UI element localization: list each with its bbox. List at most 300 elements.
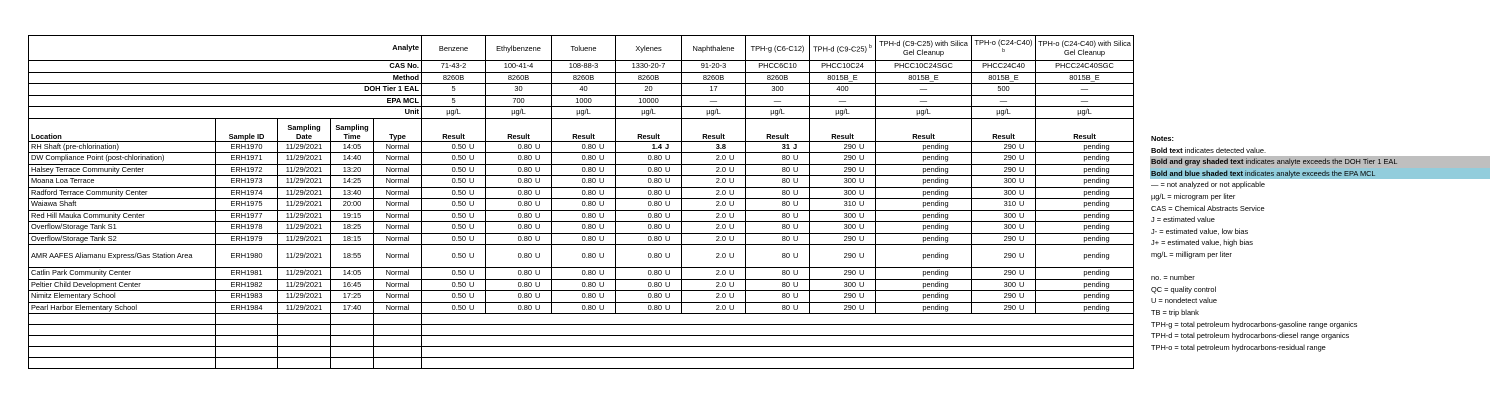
result-wrap (424, 142, 483, 152)
result-value: pending (1083, 233, 1110, 243)
result-qualifier: U (859, 291, 865, 301)
result-qualifier: U (469, 233, 475, 243)
sample-id-cell: ERH1977 (216, 210, 278, 222)
result-value: 0.80 (581, 291, 596, 301)
result-wrap (554, 280, 613, 290)
result-wrap (812, 268, 873, 278)
result-wrap (424, 280, 483, 290)
result-wrap (554, 291, 613, 301)
location-cell: Radford Terrace Community Center (29, 187, 216, 199)
result-wrap (812, 280, 873, 290)
date-cell: 11/29/2021 (278, 222, 331, 234)
location-cell: Moana Loa Terrace (29, 176, 216, 188)
result-qualifier: U (729, 251, 735, 260)
table-row (29, 210, 1134, 222)
result-value: 290 (843, 268, 856, 278)
result-header: Result (616, 118, 682, 141)
header-row-method (29, 72, 1134, 84)
result-cell (486, 302, 552, 314)
result-wrap (812, 251, 873, 261)
analyte-mcl: — (746, 95, 810, 107)
result-cell (616, 141, 682, 153)
type-cell: Normal (374, 199, 422, 211)
result-wrap (424, 291, 483, 301)
result-cell (746, 233, 810, 245)
blank-cell (374, 347, 422, 358)
result-wrap (554, 268, 613, 278)
result-value: pending (922, 291, 949, 301)
result-value: pending (1083, 176, 1110, 186)
note-line: U = nondetect value (1151, 296, 1217, 306)
result-wrap (488, 199, 549, 209)
analyte-mcl: — (1036, 95, 1134, 107)
notes-title: Notes: (1151, 134, 1174, 143)
result-qualifier: U (729, 291, 735, 301)
result-qualifier: U (469, 279, 475, 289)
time-cell: 18:15 (331, 233, 374, 245)
blank-cell (278, 325, 331, 336)
note-line: no. = number (1151, 273, 1195, 283)
result-value: 290 (1003, 291, 1016, 301)
blank-cell (278, 314, 331, 325)
result-value: 0.80 (647, 199, 662, 209)
result-qualifier: U (1019, 176, 1025, 186)
results-table (28, 35, 1134, 369)
header-row-name (29, 36, 1134, 61)
result-cell (972, 302, 1036, 314)
result-header: Result (972, 118, 1036, 141)
result-wrap (488, 303, 549, 313)
analyte-method: 8260B (682, 72, 746, 84)
result-wrap (812, 222, 873, 232)
blank-cell (374, 336, 422, 347)
sample-id-cell: ERH1980 (216, 245, 278, 268)
result-wrap (974, 142, 1033, 152)
table-row (29, 164, 1134, 176)
result-cell (682, 233, 746, 245)
result-cell (1036, 302, 1134, 314)
sample-id-cell: ERH1978 (216, 222, 278, 234)
result-cell (746, 279, 810, 291)
result-qualifier: U (859, 222, 865, 232)
note-line: TPH-d = total petroleum hydrocarbons-diesel range organics (1151, 331, 1350, 341)
result-qualifier: U (1019, 187, 1025, 197)
analyte-mcl: — (876, 95, 972, 107)
result-qualifier: U (729, 187, 735, 197)
result-wrap (488, 291, 549, 301)
result-value: pending (1083, 164, 1110, 174)
result-value: 3.8 (715, 141, 726, 151)
analyte-cas: 91-20-3 (682, 61, 746, 73)
blank-cell (331, 314, 374, 325)
result-qualifier: U (535, 176, 541, 186)
location-cell: Peltier Child Development Center (29, 279, 216, 291)
result-cell (552, 199, 616, 211)
result-wrap (974, 280, 1033, 290)
result-cell (1036, 164, 1134, 176)
result-wrap (974, 222, 1033, 232)
result-wrap (812, 142, 873, 152)
analyte-name: TPH-o (C24-C40) with Silica Gel Cleanup (1036, 36, 1134, 61)
table-body (29, 36, 1134, 369)
result-wrap (684, 280, 743, 290)
note-blue-label: Bold and blue shaded text (1151, 168, 1243, 178)
result-qualifier: U (665, 302, 671, 312)
result-value: 2.0 (715, 210, 726, 220)
analyte-method: 8015B_E (810, 72, 876, 84)
analyte-eal: 400 (810, 84, 876, 96)
result-qualifier: U (793, 187, 799, 197)
blank-cell (278, 336, 331, 347)
result-value: 0.80 (581, 210, 596, 220)
result-value: 0.80 (581, 302, 596, 312)
type-cell: Normal (374, 222, 422, 234)
result-value: 0.80 (647, 153, 662, 163)
result-value: pending (1083, 199, 1110, 209)
blank-cell (331, 347, 374, 358)
result-cell (876, 279, 972, 291)
result-value: 0.50 (451, 210, 466, 220)
result-qualifier: U (599, 176, 605, 186)
sample-id-cell: ERH1974 (216, 187, 278, 199)
result-value: 2.0 (715, 199, 726, 209)
result-wrap (488, 153, 549, 163)
result-cell (746, 164, 810, 176)
result-cell (616, 268, 682, 280)
result-qualifier: U (729, 268, 735, 278)
table-row (29, 222, 1134, 234)
result-value: 2.0 (715, 279, 726, 289)
analyte-method: 8260B (616, 72, 682, 84)
time-cell: 13:20 (331, 164, 374, 176)
result-value: 80 (781, 233, 790, 243)
result-wrap (488, 165, 549, 175)
result-cell (876, 245, 972, 268)
result-value: 80 (781, 279, 790, 289)
result-qualifier: U (1019, 164, 1025, 174)
result-value: 0.80 (581, 153, 596, 163)
result-cell (422, 268, 486, 280)
result-wrap (812, 211, 873, 221)
result-value: pending (1083, 141, 1110, 151)
blank-cell (216, 358, 278, 369)
result-wrap (748, 251, 807, 261)
result-qualifier: U (535, 251, 541, 260)
result-wrap (974, 165, 1033, 175)
blank-cell (422, 314, 1134, 325)
result-value: pending (922, 233, 949, 243)
result-cell (422, 279, 486, 291)
blank-cell (216, 314, 278, 325)
result-qualifier: U (469, 291, 475, 301)
result-qualifier: U (469, 251, 475, 260)
result-value: 0.50 (451, 153, 466, 163)
result-header: Result (1036, 118, 1134, 141)
notes-group-1 (1150, 179, 1490, 260)
result-cell (876, 210, 972, 222)
table-row (29, 176, 1134, 188)
result-cell (746, 245, 810, 268)
analyte-unit: µg/L (682, 107, 746, 119)
blank-row (29, 314, 1134, 325)
analyte-footnote-marker: b (1002, 48, 1005, 55)
date-cell: 11/29/2021 (278, 187, 331, 199)
result-cell (810, 210, 876, 222)
result-value: 0.80 (581, 176, 596, 186)
result-value: 0.80 (647, 222, 662, 232)
result-value: 0.50 (451, 141, 466, 151)
note-bold-desc: indicates detected value. (1182, 145, 1267, 155)
result-qualifier: U (599, 164, 605, 174)
type-cell: Normal (374, 268, 422, 280)
result-qualifier: J (793, 141, 798, 151)
result-qualifier: U (1019, 153, 1025, 163)
result-value: 0.50 (451, 176, 466, 186)
type-cell: Normal (374, 187, 422, 199)
result-qualifier: U (469, 176, 475, 186)
result-qualifier: U (469, 153, 475, 163)
result-value: 290 (1003, 153, 1016, 163)
result-wrap (424, 303, 483, 313)
time-cell: 18:25 (331, 222, 374, 234)
analyte-name: Xylenes (616, 36, 682, 61)
result-qualifier: U (1019, 222, 1025, 232)
result-value: 300 (1003, 210, 1016, 220)
result-cell (1036, 233, 1134, 245)
result-cell (972, 268, 1036, 280)
result-value: 0.80 (647, 291, 662, 301)
result-qualifier (726, 142, 743, 152)
analyte-mcl: 1000 (552, 95, 616, 107)
result-value: 0.80 (647, 176, 662, 186)
result-qualifier: U (729, 233, 735, 243)
result-value: 2.0 (715, 268, 726, 278)
result-wrap (554, 199, 613, 209)
result-value: 0.50 (451, 164, 466, 174)
result-value: 80 (781, 164, 790, 174)
note-bold (1150, 145, 1490, 157)
result-cell (486, 164, 552, 176)
result-cell (486, 153, 552, 165)
analyte-unit: µg/L (1036, 107, 1134, 119)
column-header-row (29, 118, 1134, 141)
sample-id-cell: ERH1982 (216, 279, 278, 291)
result-cell (422, 187, 486, 199)
result-wrap (748, 291, 807, 301)
result-qualifier: U (469, 141, 475, 151)
result-wrap (554, 251, 613, 261)
blank-cell (29, 358, 216, 369)
analyte-method: 8015B_E (1036, 72, 1134, 84)
result-cell (1036, 210, 1134, 222)
result-qualifier: J (665, 141, 670, 151)
result-wrap (618, 291, 679, 301)
result-value: pending (1083, 302, 1110, 312)
result-cell (972, 153, 1036, 165)
result-cell (616, 176, 682, 188)
result-cell (876, 302, 972, 314)
result-value: 0.80 (517, 164, 532, 174)
result-value: 290 (1003, 268, 1016, 278)
note-bold-label: Bold text (1151, 145, 1183, 155)
result-qualifier: U (599, 233, 605, 243)
result-value: 2.0 (715, 291, 726, 301)
result-value: pending (922, 153, 949, 163)
result-value: pending (1083, 291, 1110, 301)
result-wrap (618, 234, 679, 244)
result-qualifier: U (469, 302, 475, 312)
analyte-unit: µg/L (616, 107, 682, 119)
result-cell (422, 245, 486, 268)
table-row (29, 279, 1134, 291)
result-cell (1036, 199, 1134, 211)
result-cell (682, 199, 746, 211)
result-wrap (618, 165, 679, 175)
analyte-footnote-marker: b (869, 43, 872, 50)
result-wrap (748, 142, 807, 152)
type-header: Type (374, 118, 422, 141)
analyte-eal: 500 (972, 84, 1036, 96)
result-cell (486, 210, 552, 222)
result-qualifier: U (1019, 233, 1025, 243)
result-qualifier: U (859, 176, 865, 186)
result-wrap (424, 176, 483, 186)
analyte-method: 8015B_E (876, 72, 972, 84)
analyte-name: TPH-g (C6-C12) (746, 36, 810, 61)
location-cell: Catlin Park Community Center (29, 268, 216, 280)
result-wrap (974, 153, 1033, 163)
result-qualifier: U (599, 279, 605, 289)
result-cell (422, 233, 486, 245)
result-cell (552, 153, 616, 165)
result-wrap (684, 222, 743, 232)
result-qualifier: U (793, 291, 799, 301)
result-cell (746, 153, 810, 165)
result-value: pending (922, 302, 949, 312)
location-cell: Overflow/Storage Tank S2 (29, 233, 216, 245)
location-header: Location (29, 118, 216, 141)
result-wrap (812, 176, 873, 186)
result-wrap (684, 176, 743, 186)
result-value: 0.80 (581, 164, 596, 174)
result-cell (682, 153, 746, 165)
result-value: 0.80 (581, 268, 596, 278)
analyte-eal: — (1036, 84, 1134, 96)
sample-id-header: Sample ID (216, 118, 278, 141)
time-cell: 14:25 (331, 176, 374, 188)
analyte-eal: 40 (552, 84, 616, 96)
result-value: pending (922, 164, 949, 174)
result-qualifier: U (599, 291, 605, 301)
location-cell: AMR AAFES Aliamanu Express/Gas Station Area (29, 245, 216, 268)
result-wrap (488, 188, 549, 198)
result-wrap (554, 222, 613, 232)
result-wrap (974, 303, 1033, 313)
note-line: J- = estimated value, low bias (1151, 226, 1249, 236)
result-wrap (812, 234, 873, 244)
analyte-cas: PHCC10C24 (810, 61, 876, 73)
result-value: pending (922, 141, 949, 151)
result-qualifier: U (1019, 210, 1025, 220)
analyte-mcl: — (810, 95, 876, 107)
result-qualifier: U (665, 187, 671, 197)
result-wrap (618, 222, 679, 232)
result-value: 2.0 (715, 222, 726, 232)
result-cell (422, 291, 486, 303)
analyte-mcl: 5 (422, 95, 486, 107)
date-cell: 11/29/2021 (278, 141, 331, 153)
result-qualifier: U (535, 291, 541, 301)
result-cell (422, 302, 486, 314)
result-cell (810, 164, 876, 176)
result-cell (972, 222, 1036, 234)
analyte-name: TPH-o (C24-C40) $^b$ (972, 36, 1036, 61)
result-qualifier: U (665, 251, 671, 260)
analyte-cas: 71-43-2 (422, 61, 486, 73)
note-line: TPH-g = total petroleum hydrocarbons-gasoline range organics (1151, 319, 1358, 329)
result-qualifier: U (599, 302, 605, 312)
result-qualifier: U (1019, 251, 1025, 260)
result-value: 31 (781, 141, 790, 151)
result-wrap (684, 234, 743, 244)
result-cell (616, 245, 682, 268)
result-cell (810, 268, 876, 280)
result-value: pending (922, 222, 949, 232)
result-value: pending (1083, 187, 1110, 197)
blank-cell (29, 336, 216, 347)
table-row (29, 268, 1134, 280)
result-value: 0.80 (517, 302, 532, 312)
table-row (29, 291, 1134, 303)
result-cell (1036, 268, 1134, 280)
result-qualifier: U (535, 164, 541, 174)
result-cell (616, 199, 682, 211)
result-qualifier: U (665, 199, 671, 209)
result-value: 0.80 (647, 233, 662, 243)
result-qualifier: U (469, 187, 475, 197)
result-cell (486, 245, 552, 268)
result-cell (486, 268, 552, 280)
result-wrap (748, 280, 807, 290)
analyte-name: Ethylbenzene (486, 36, 552, 61)
header-label: Unit (29, 107, 422, 119)
result-cell (682, 279, 746, 291)
result-cell (1036, 245, 1134, 268)
sample-id-cell: ERH1979 (216, 233, 278, 245)
result-value: 290 (843, 153, 856, 163)
date-cell: 11/29/2021 (278, 268, 331, 280)
result-qualifier: U (1019, 302, 1025, 312)
result-qualifier: U (665, 153, 671, 163)
type-cell: Normal (374, 153, 422, 165)
result-value: 0.50 (451, 302, 466, 312)
result-value: 80 (781, 187, 790, 197)
result-qualifier: U (469, 164, 475, 174)
location-cell: DW Compliance Point (post-chlorination) (29, 153, 216, 165)
result-wrap (748, 211, 807, 221)
result-value: 80 (781, 291, 790, 301)
result-qualifier: U (793, 251, 799, 260)
result-value: 0.80 (647, 279, 662, 289)
result-header: Result (422, 118, 486, 141)
result-qualifier: U (859, 251, 865, 260)
result-cell (876, 141, 972, 153)
result-value: 0.50 (451, 268, 466, 278)
table-row (29, 302, 1134, 314)
result-cell (616, 291, 682, 303)
date-cell: 11/29/2021 (278, 210, 331, 222)
result-qualifier: U (729, 210, 735, 220)
